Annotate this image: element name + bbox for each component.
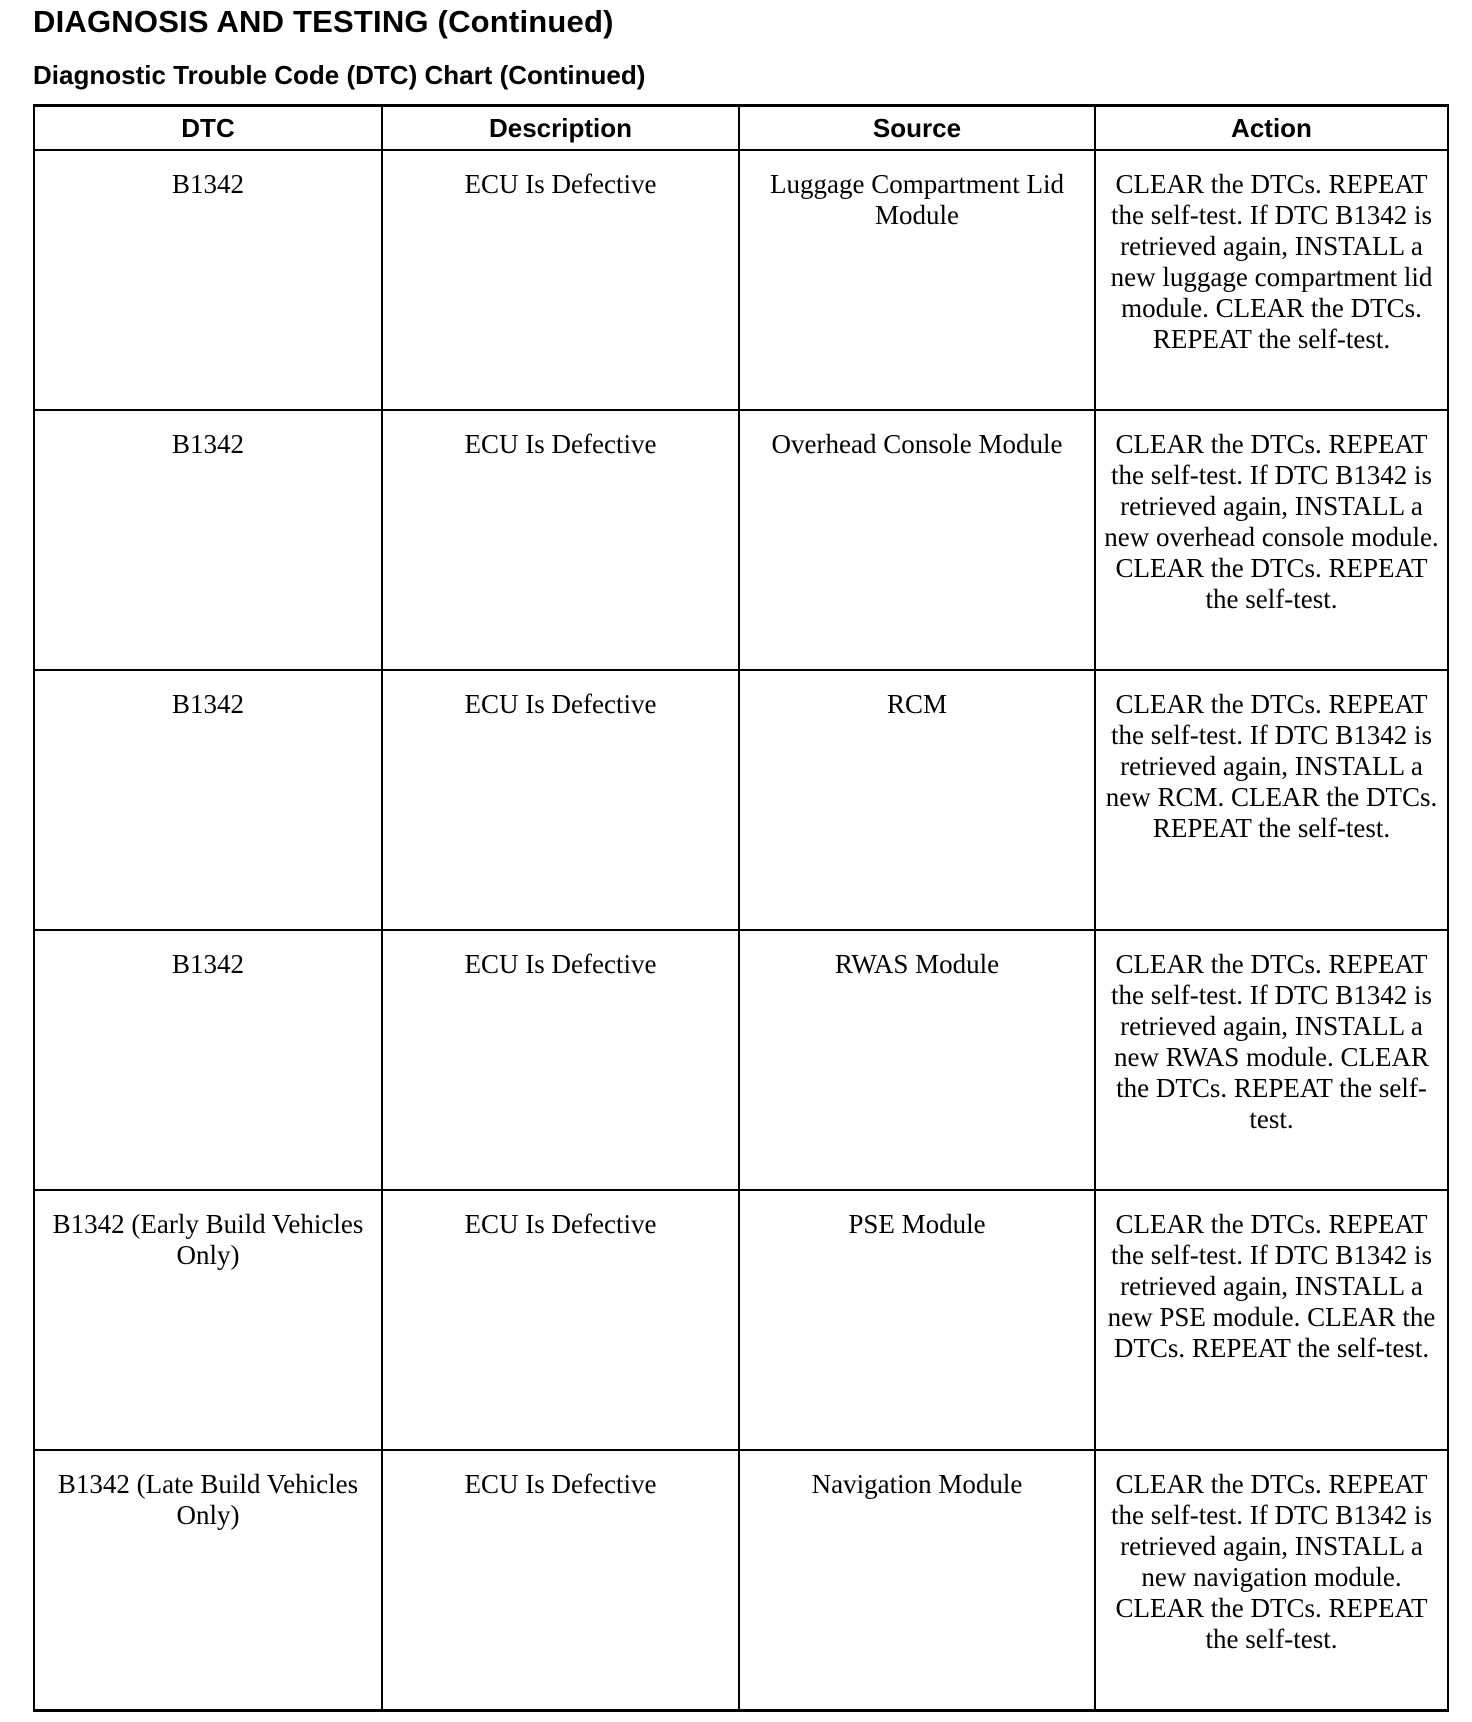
action-cell: CLEAR the DTCs. REPEAT the self-test. If DTC B1342 is retrieved again, INSTALL a new overhead console module. CLEAR the DTCs. REPEAT the self-test.	[1095, 410, 1448, 670]
description-cell: ECU Is Defective	[382, 410, 739, 670]
source-cell: Navigation Module	[739, 1450, 1095, 1710]
section-title: DIAGNOSIS AND TESTING (Continued)	[33, 4, 614, 39]
dtc-cell: B1342	[34, 930, 382, 1190]
description-cell: ECU Is Defective	[382, 670, 739, 930]
description-cell: ECU Is Defective	[382, 930, 739, 1190]
table-row	[34, 150, 1448, 410]
description-cell: ECU Is Defective	[382, 1450, 739, 1710]
source-cell: Overhead Console Module	[739, 410, 1095, 670]
document-page	[33, 0, 1449, 1654]
table-row	[34, 930, 1448, 1190]
action-cell: CLEAR the DTCs. REPEAT the self-test. If DTC B1342 is retrieved again, INSTALL a new PSE module. CLEAR the DTCs. REPEAT the self-test.	[1095, 1190, 1448, 1450]
dtc-cell: B1342	[34, 410, 382, 670]
action-cell: CLEAR the DTCs. REPEAT the self-test. If DTC B1342 is retrieved again, INSTALL a new RWAS module. CLEAR the DTCs. REPEAT the self-test.	[1095, 930, 1448, 1190]
column-header-description: Description	[382, 106, 739, 151]
table-row	[34, 1190, 1448, 1450]
source-cell: RWAS Module	[739, 930, 1095, 1190]
table-row	[34, 410, 1448, 670]
header-row	[34, 106, 1448, 151]
action-cell: CLEAR the DTCs. REPEAT the self-test. If DTC B1342 is retrieved again, INSTALL a new luggage compartment lid module. CLEAR the DTCs. REPEAT the self-test.	[1095, 150, 1448, 410]
source-cell: PSE Module	[739, 1190, 1095, 1450]
dtc-cell: B1342 (Early Build Vehicles Only)	[34, 1190, 382, 1450]
table-row	[34, 1450, 1448, 1710]
source-cell: RCM	[739, 670, 1095, 930]
column-header-action: Action	[1095, 106, 1448, 151]
dtc-table	[33, 104, 1449, 1712]
description-cell: ECU Is Defective	[382, 1190, 739, 1450]
source-cell: Luggage Compartment Lid Module	[739, 150, 1095, 410]
dtc-cell: B1342	[34, 150, 382, 410]
dtc-cell: B1342 (Late Build Vehicles Only)	[34, 1450, 382, 1710]
column-header-dtc: DTC	[34, 106, 382, 151]
chart-title: Diagnostic Trouble Code (DTC) Chart (Continued)	[33, 60, 646, 90]
action-cell: CLEAR the DTCs. REPEAT the self-test. If DTC B1342 is retrieved again, INSTALL a new RCM. CLEAR the DTCs. REPEAT the self-test.	[1095, 670, 1448, 930]
column-header-source: Source	[739, 106, 1095, 151]
description-cell: ECU Is Defective	[382, 150, 739, 410]
dtc-cell: B1342	[34, 670, 382, 930]
table-row	[34, 670, 1448, 930]
action-cell: CLEAR the DTCs. REPEAT the self-test. If DTC B1342 is retrieved again, INSTALL a new navigation module. CLEAR the DTCs. REPEAT the self-test.	[1095, 1450, 1448, 1710]
